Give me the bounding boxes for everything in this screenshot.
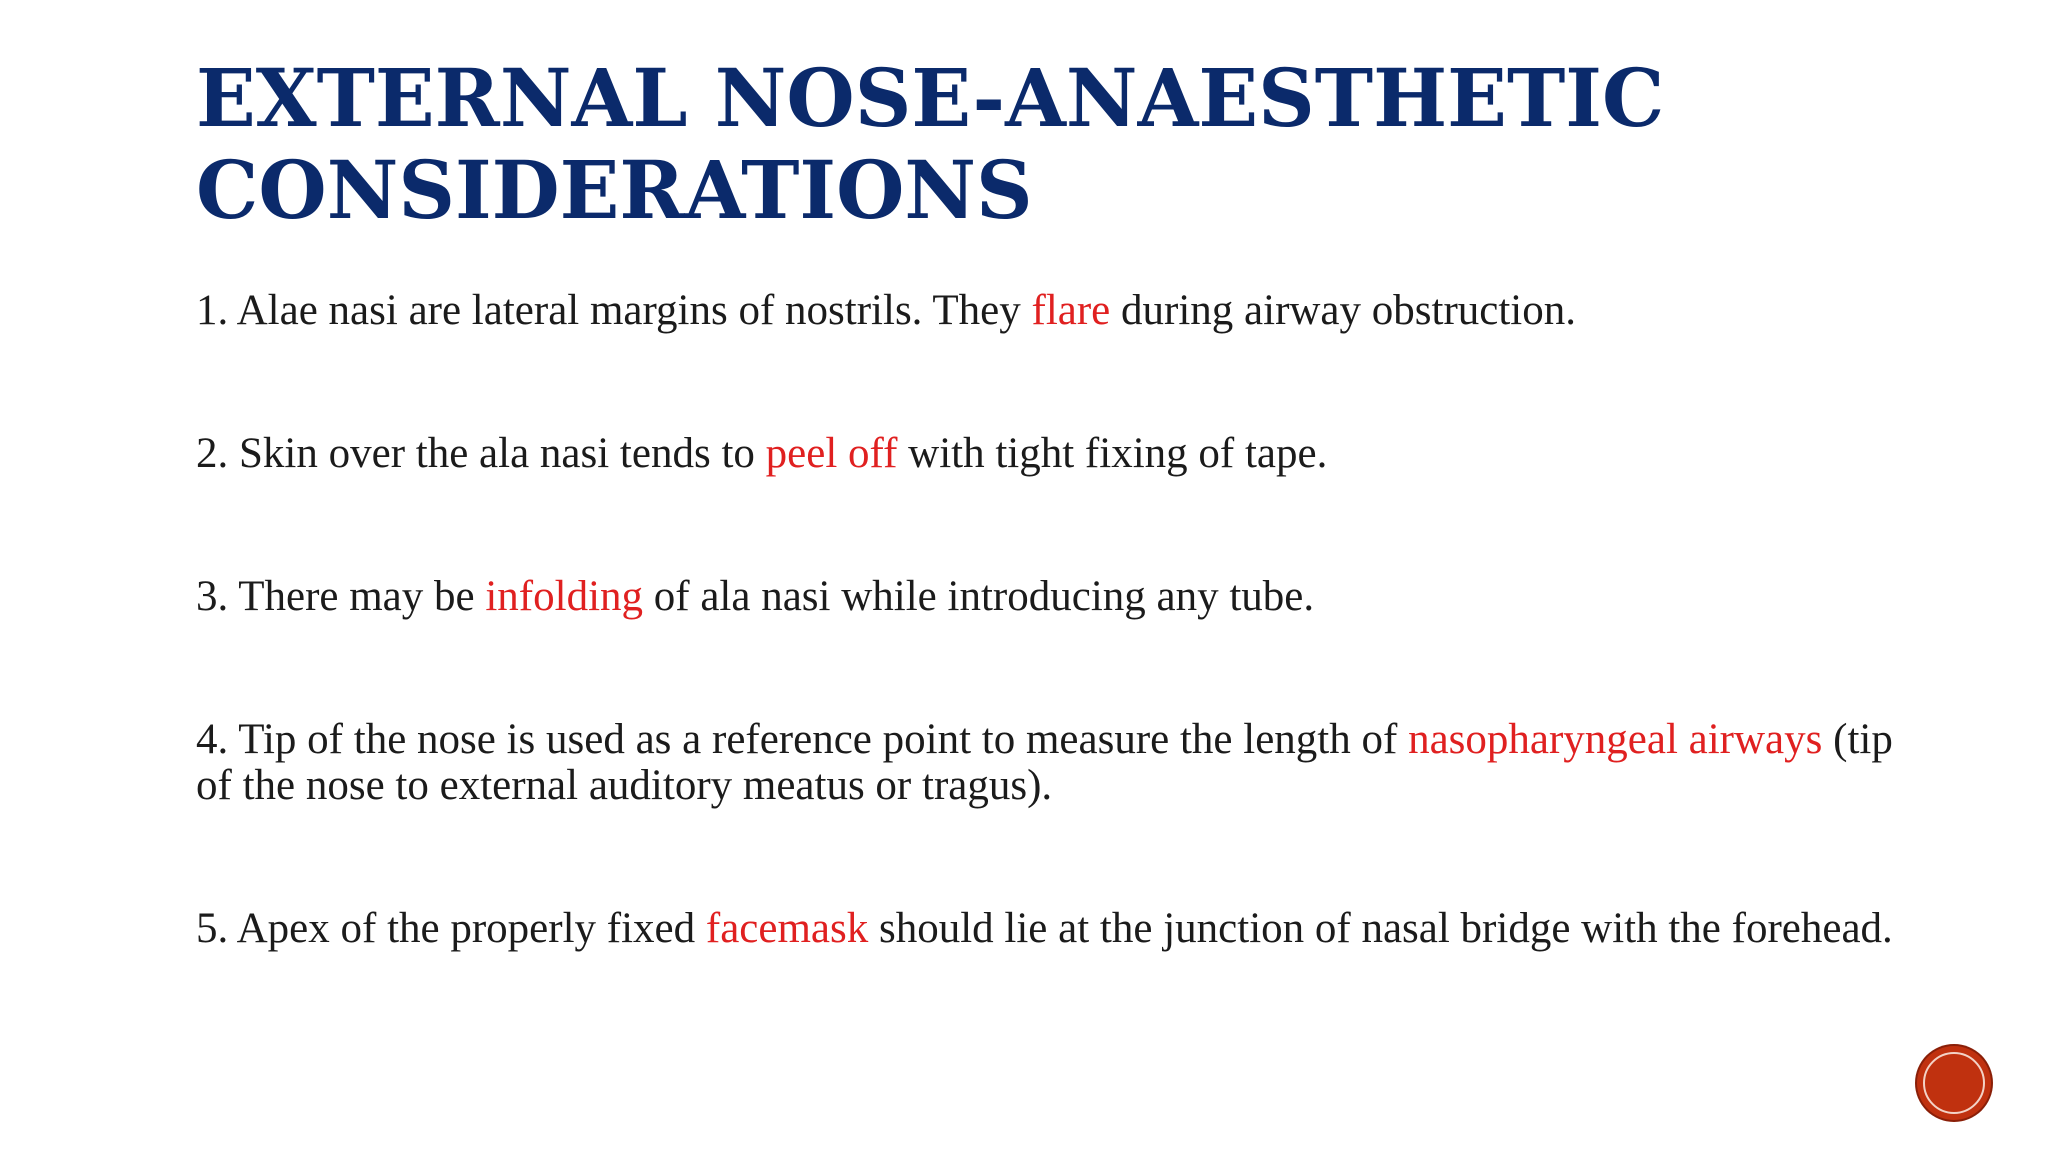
item-text: with tight fixing of tape. xyxy=(897,430,1328,477)
item-text: 4. Tip of the nose is used as a reference point to measure the length of xyxy=(196,716,1409,763)
consideration-item-4 xyxy=(196,717,1916,809)
slide-title-line-2: CONSIDERATIONS xyxy=(196,143,1033,237)
slide-title xyxy=(196,52,1921,236)
slide-title-line-1: EXTERNAL NOSE-ANAESTHETIC xyxy=(196,51,1665,145)
item-text: (tip of the nose to external auditory meatus or tragus). xyxy=(196,716,1893,809)
consideration-item-2 xyxy=(196,431,1916,477)
item-text: during airway obstruction. xyxy=(1110,287,1577,334)
consideration-item-3 xyxy=(196,574,1916,620)
item-text: 2. Skin over the ala nasi tends to xyxy=(196,430,766,477)
highlight-term: flare xyxy=(1031,287,1111,334)
item-text: of ala nasi while introducing any tube. xyxy=(643,573,1315,620)
circle-badge-icon xyxy=(1917,1046,1991,1120)
item-text: 3. There may be xyxy=(196,573,486,620)
item-text: 5. Apex of the properly fixed xyxy=(196,905,706,952)
highlight-term: infolding xyxy=(485,573,644,620)
highlight-term: nasopharyngeal airways xyxy=(1408,716,1823,763)
highlight-term: peel off xyxy=(765,430,898,477)
consideration-item-1 xyxy=(196,288,1916,334)
item-text: 1. Alae nasi are lateral margins of nostrils. They xyxy=(196,287,1032,334)
item-text: should lie at the junction of nasal bridge with the forehead. xyxy=(868,905,1893,952)
highlight-term: facemask xyxy=(705,905,869,952)
consideration-item-5 xyxy=(196,906,1916,952)
